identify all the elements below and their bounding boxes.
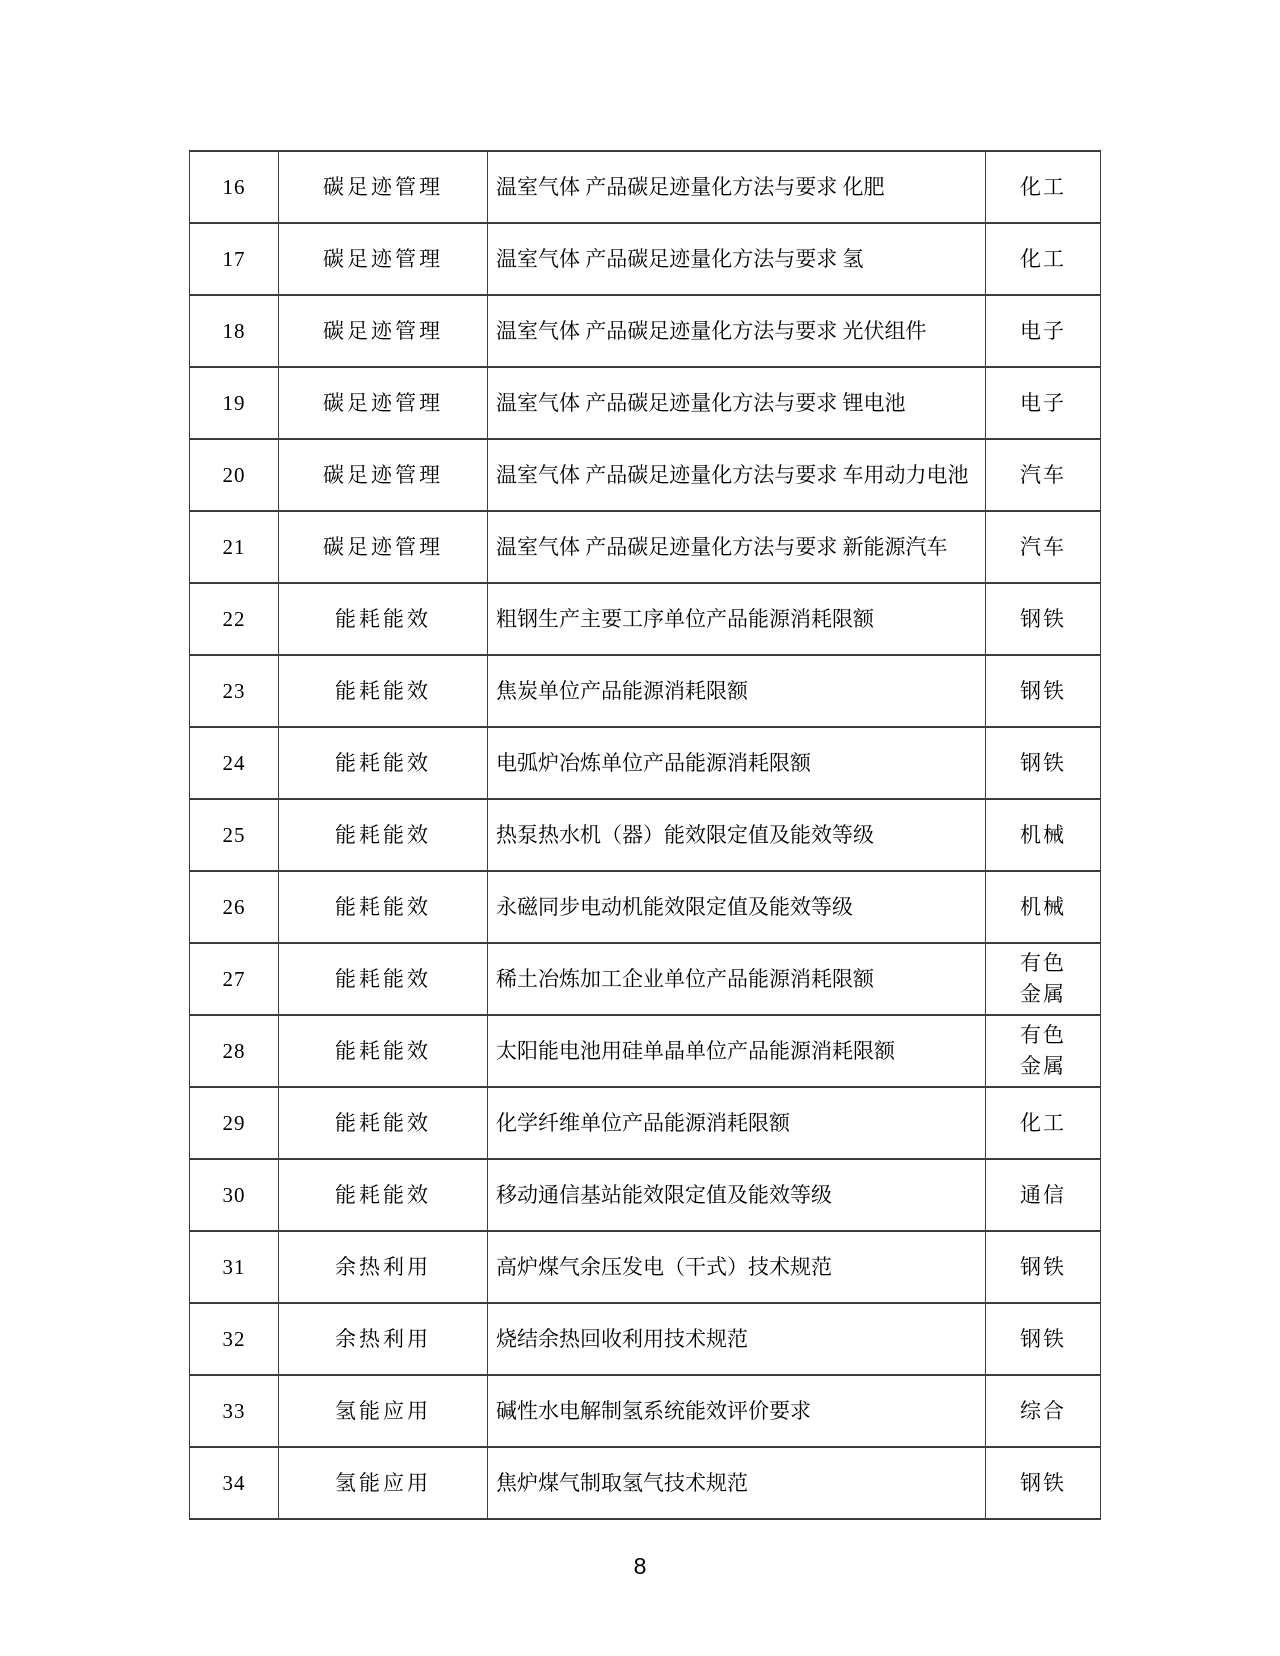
row-serial-number: 22 [190,583,279,655]
row-category: 能耗能效 [279,799,488,871]
row-industry-text: 有色金属 [1020,951,1066,1006]
row-serial-number: 26 [190,871,279,943]
row-industry [986,295,1101,367]
row-category: 碳足迹管理 [279,439,488,511]
row-category: 氢能应用 [279,1375,488,1447]
row-category: 碳足迹管理 [279,295,488,367]
row-serial-number: 33 [190,1375,279,1447]
table-row [190,727,1101,799]
row-industry-text: 汽车 [1020,534,1066,559]
row-industry [986,511,1101,583]
row-standard-name: 太阳能电池用硅单晶单位产品能源消耗限额 [488,1015,986,1087]
row-industry [986,943,1101,1015]
row-serial-number: 28 [190,1015,279,1087]
table-row [190,151,1101,223]
table-row [190,1447,1101,1519]
row-category: 余热利用 [279,1231,488,1303]
table-row [190,943,1101,1015]
table-row [190,655,1101,727]
row-standard-name: 永磁同步电动机能效限定值及能效等级 [488,871,986,943]
row-industry-text: 钢铁 [1020,1326,1066,1351]
row-industry [986,1447,1101,1519]
row-serial-number: 32 [190,1303,279,1375]
row-industry [986,1303,1101,1375]
row-industry-text: 综合 [1020,1398,1066,1423]
row-industry-text: 钢铁 [1020,1470,1066,1495]
row-industry-text: 钢铁 [1020,678,1066,703]
row-industry [986,871,1101,943]
row-industry-text: 机械 [1020,894,1066,919]
table-row [190,799,1101,871]
page-number: 8 [633,1553,647,1579]
row-industry-text: 电子 [1020,390,1066,415]
table-row [190,223,1101,295]
row-serial-number: 29 [190,1087,279,1159]
row-standard-name: 粗钢生产主要工序单位产品能源消耗限额 [488,583,986,655]
row-industry-text: 钢铁 [1020,1254,1066,1279]
row-category: 碳足迹管理 [279,511,488,583]
row-category: 能耗能效 [279,1087,488,1159]
row-industry [986,1087,1101,1159]
row-category: 能耗能效 [279,583,488,655]
table-row [190,511,1101,583]
row-standard-name: 温室气体 产品碳足迹量化方法与要求 新能源汽车 [488,511,986,583]
row-industry [986,583,1101,655]
row-standard-name: 温室气体 产品碳足迹量化方法与要求 光伏组件 [488,295,986,367]
row-industry-text: 化工 [1020,246,1066,271]
row-serial-number: 16 [190,151,279,223]
table-row [190,367,1101,439]
row-standard-name: 温室气体 产品碳足迹量化方法与要求 化肥 [488,151,986,223]
row-serial-number: 34 [190,1447,279,1519]
table-row [190,1231,1101,1303]
row-standard-name: 稀土冶炼加工企业单位产品能源消耗限额 [488,943,986,1015]
row-industry-text: 通信 [1020,1182,1066,1207]
row-industry [986,655,1101,727]
table-row [190,1375,1101,1447]
row-serial-number: 24 [190,727,279,799]
row-industry [986,1015,1101,1087]
row-category: 能耗能效 [279,871,488,943]
row-industry-text: 电子 [1020,318,1066,343]
row-standard-name: 碱性水电解制氢系统能效评价要求 [488,1375,986,1447]
row-industry [986,223,1101,295]
row-standard-name: 焦炭单位产品能源消耗限额 [488,655,986,727]
row-standard-name: 温室气体 产品碳足迹量化方法与要求 车用动力电池 [488,439,986,511]
row-standard-name: 温室气体 产品碳足迹量化方法与要求 氢 [488,223,986,295]
table-row [190,295,1101,367]
row-industry-text: 机械 [1020,822,1066,847]
row-standard-name: 温室气体 产品碳足迹量化方法与要求 锂电池 [488,367,986,439]
row-standard-name: 热泵热水机（器）能效限定值及能效等级 [488,799,986,871]
row-industry [986,151,1101,223]
row-industry-text: 汽车 [1020,462,1066,487]
row-serial-number: 17 [190,223,279,295]
table-row [190,871,1101,943]
row-serial-number: 30 [190,1159,279,1231]
row-standard-name: 电弧炉冶炼单位产品能源消耗限额 [488,727,986,799]
standards-table [189,150,1101,1520]
row-standard-name: 焦炉煤气制取氢气技术规范 [488,1447,986,1519]
standards-table-body [190,151,1101,1519]
row-industry [986,1231,1101,1303]
row-standard-name: 化学纤维单位产品能源消耗限额 [488,1087,986,1159]
row-standard-name: 高炉煤气余压发电（干式）技术规范 [488,1231,986,1303]
row-industry [986,799,1101,871]
row-serial-number: 19 [190,367,279,439]
row-serial-number: 27 [190,943,279,1015]
table-row [190,1303,1101,1375]
row-industry [986,367,1101,439]
row-serial-number: 25 [190,799,279,871]
table-row [190,1159,1101,1231]
row-serial-number: 20 [190,439,279,511]
row-category: 能耗能效 [279,1015,488,1087]
row-category: 能耗能效 [279,1159,488,1231]
row-category: 能耗能效 [279,943,488,1015]
row-category: 碳足迹管理 [279,367,488,439]
row-industry [986,1159,1101,1231]
row-industry [986,727,1101,799]
row-category: 能耗能效 [279,655,488,727]
row-industry-text: 钢铁 [1020,606,1066,631]
row-industry [986,439,1101,511]
row-serial-number: 31 [190,1231,279,1303]
row-industry-text: 有色金属 [1020,1023,1066,1078]
row-category: 能耗能效 [279,727,488,799]
row-serial-number: 18 [190,295,279,367]
row-serial-number: 23 [190,655,279,727]
row-category: 余热利用 [279,1303,488,1375]
table-row [190,1087,1101,1159]
row-industry [986,1375,1101,1447]
row-serial-number: 21 [190,511,279,583]
row-industry-text: 化工 [1020,1110,1066,1135]
row-standard-name: 移动通信基站能效限定值及能效等级 [488,1159,986,1231]
table-row [190,439,1101,511]
table-row [190,583,1101,655]
row-standard-name: 烧结余热回收利用技术规范 [488,1303,986,1375]
row-category: 氢能应用 [279,1447,488,1519]
row-industry-text: 钢铁 [1020,750,1066,775]
table-row [190,1015,1101,1087]
row-category: 碳足迹管理 [279,223,488,295]
row-industry-text: 化工 [1020,174,1066,199]
row-category: 碳足迹管理 [279,151,488,223]
